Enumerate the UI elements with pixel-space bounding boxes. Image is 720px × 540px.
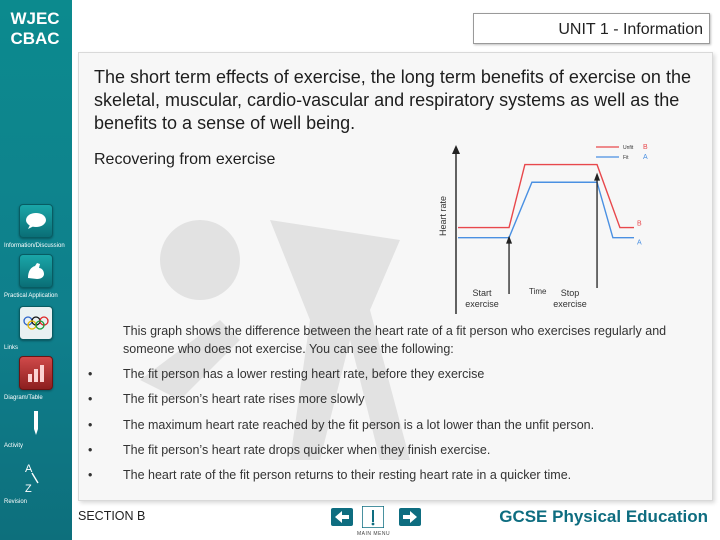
start-exercise-annotation: Start exercise [465,288,499,309]
list-item-text: The heart rate of the fit person returns to their resting heart rate in a quicker time. [123,468,572,483]
bullet-marker: • [88,442,93,457]
list-item-text: The fit person has a lower resting heart rate, before they exercise [123,367,485,381]
bullet-marker: • [88,468,93,483]
sidebar-item-label: Practical Application [4,293,58,299]
wjec-cbac-logo[interactable] [8,9,62,53]
list-item [88,440,688,465]
findings-list [88,364,688,490]
stop-exercise-arrowhead [594,173,600,181]
sidebar-item-information[interactable] [0,204,72,249]
sidebar-item-links[interactable] [0,306,72,351]
intro-text: This graph shows the difference between the heart rate of a fit person who exercises regularly and someone who does not exercise. You can see the following: [123,324,667,356]
list-item [88,465,688,490]
sidebar-item-label: Links [4,345,19,351]
series-end-label-fit: A [637,239,642,247]
main-menu-button[interactable] [362,506,384,528]
page-title: The short term effects of exercise, the long term benefits of exercise on the skeletal, muscular, cardio-vascular and respiratory systems as well as the benefits to a sense of well being. [94,67,691,133]
legend-fit-label: Fit [623,155,629,161]
y-axis-arrow [452,145,460,154]
series-line-fit [458,182,634,237]
olympic-rings-icon [19,306,53,340]
previous-button[interactable] [330,507,354,527]
sidebar-item-label: Diagram/Table [4,395,43,401]
sidebar [0,0,72,540]
svg-text:Z: Z [25,483,32,493]
gcse-brand: GCSE Physical Education [499,507,708,526]
y-axis-label: Heart rate [438,195,448,237]
sidebar-item-label: Activity [4,443,24,449]
bullet-marker: • [88,392,93,407]
legend-unfit-letter: B [643,144,648,151]
start-exercise-arrowhead [506,236,512,244]
menu-icon [362,506,384,528]
logo-line-1: WJEC [10,9,60,28]
list-item-text: The maximum heart rate reached by the fit person is a lot lower than the unfit person. [123,417,595,432]
svg-text:A: A [25,463,33,475]
legend-unfit-label: Unfit [623,145,634,151]
bullet-marker: • [88,367,93,381]
list-item [88,389,688,414]
legend-fit-letter: A [643,154,648,161]
x-axis-label: Time [529,287,547,296]
bar-chart-icon [19,356,53,390]
sidebar-item-activity[interactable] [0,408,72,449]
sidebar-item-label: Information/Discussion [4,243,65,249]
sidebar-item-label: Revision [4,499,28,505]
logo-line-2: CBAC [10,29,60,48]
a-to-z-icon [20,460,52,494]
chart-legend [596,144,648,161]
pencil-icon [20,408,52,438]
arrow-left-icon [331,508,353,526]
muscle-arm-icon [19,254,53,288]
stop-exercise-annotation: Stop exercise [553,288,587,309]
list-item [88,364,688,389]
unit-title: UNIT 1 - Information [473,13,710,44]
list-item-text: The fit person’s heart rate rises more slowly [123,392,365,407]
list-item-text: The fit person’s heart rate drops quicker when they finish exercise. [123,442,491,457]
sidebar-item-diagram[interactable] [0,356,72,401]
speech-bubble-icon [19,204,53,238]
sidebar-item-revision[interactable] [0,460,72,505]
sidebar-item-practical[interactable] [0,254,72,299]
list-item [88,415,688,440]
page-subtitle: Recovering from exercise [94,151,276,168]
series-end-label-unfit: B [637,220,642,228]
bullet-marker: • [88,417,93,432]
next-button[interactable] [398,507,422,527]
arrow-right-icon [399,508,421,526]
section-label: SECTION B [78,509,146,523]
main-menu-label: MAIN MENU [357,531,391,537]
